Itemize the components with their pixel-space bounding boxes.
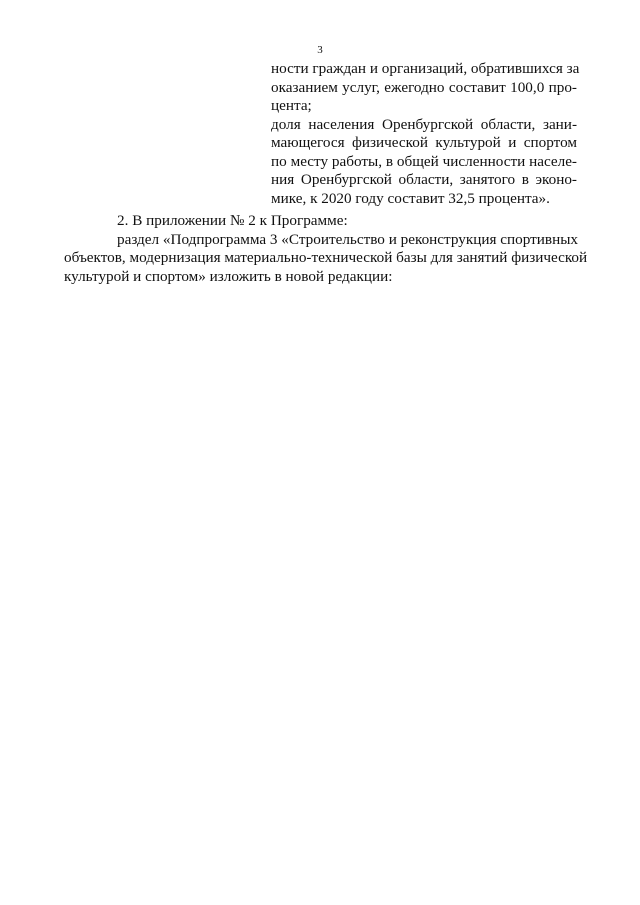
text-line: раздел «Подпрограмма 3 «Строительство и реконструкция спортивных [117,230,578,248]
indicator-paragraph [271,116,577,209]
text-line: ния Оренбургской области, занятого в эконо- [271,171,577,188]
text-line: мике, к 2020 году составит 32,5 процента». [271,189,550,207]
item-2-heading: 2. В приложении № 2 к Программе: [117,212,348,229]
item-2-section [64,212,588,286]
text-line: оказанием услуг, ежегодно составит 100,0 про- [271,78,577,96]
item-2-paragraph [64,230,588,287]
page-number: 3 [317,44,323,56]
amendment-quote-block [271,60,580,208]
text-line: культурой и спортом» изложить в новой редакции: [64,267,393,285]
text-line: по месту работы, в общей численности населе- [271,152,577,170]
text-line: мающегося физической культурой и спортом [271,134,577,151]
text-line: ности граждан и организаций, обратившихся за [271,60,580,77]
text-line: доля населения Оренбургской области, зани- [271,115,577,133]
text-line: объектов, модернизация материально-технической базы для занятий физической [64,249,588,266]
continuation-paragraph [271,60,580,116]
text-line: цента; [271,97,312,114]
